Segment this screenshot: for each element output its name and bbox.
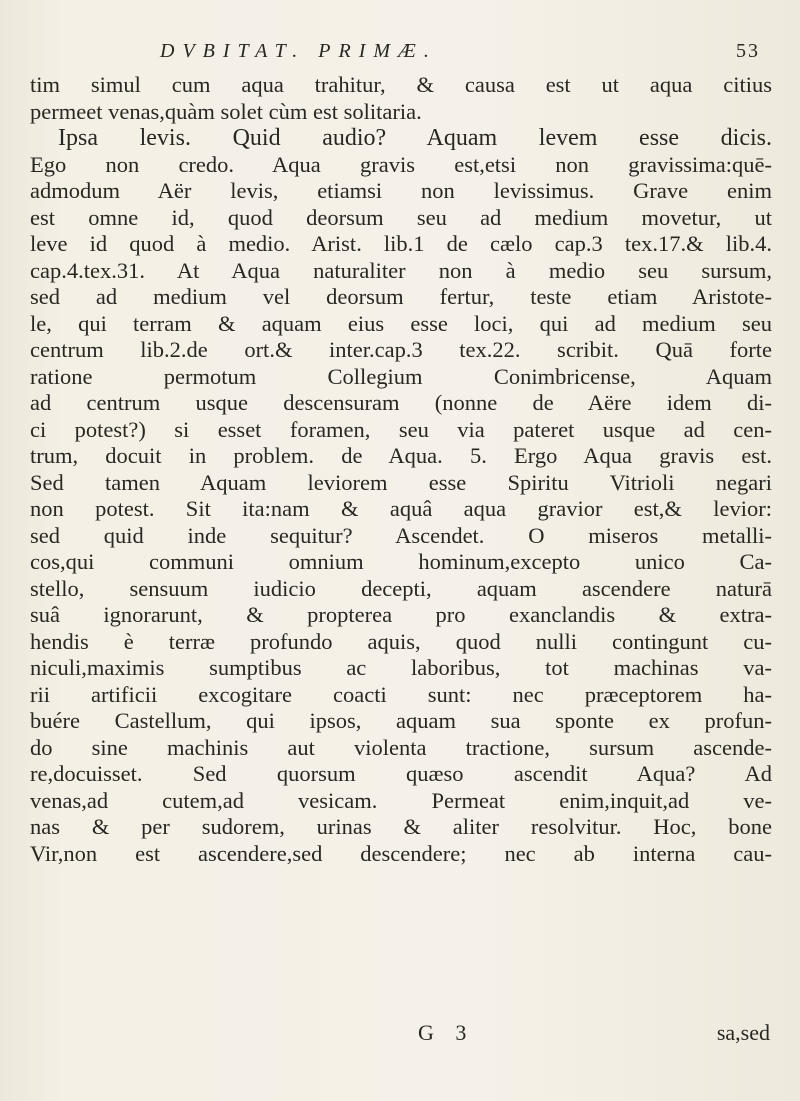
text-line: stello, sensuum iudicio decepti, aquam ascendere naturā: [30, 575, 772, 601]
text-line: rii artificii excogitare coacti sunt: nec præceptorem ha-: [30, 681, 772, 707]
text-line: sed ad medium vel deorsum fertur, teste etiam Aristote-: [30, 284, 772, 309]
text-line: Sed tamen Aquam leviorem esse Spiritu Vitrioli negari: [30, 469, 772, 495]
text-line: ci potest?) si esset foramen, seu via pateret usque ad cen-: [30, 416, 772, 442]
text-line: sed quid inde sequitur? Ascendet. O miseros metalli-: [30, 522, 772, 548]
text-line: trum, docuit in problem. de Aqua. 5. Ergo Aqua gravis est.: [30, 443, 772, 468]
text-line: est omne id, quod deorsum seu ad medium movetur, ut: [30, 204, 772, 230]
text-line: venas,ad cutem,ad vesicam. Permeat enim,inquit,ad ve-: [30, 787, 772, 813]
text-body: [30, 72, 772, 867]
page-number: 53: [736, 40, 760, 62]
text-line: permeet venas,quàm solet cùm est solitaria.: [30, 98, 422, 124]
text-line: Ipsa levis. Quid audio? Aquam levem esse dicis.: [58, 125, 772, 151]
text-line: niculi,maximis sumptibus ac laboribus, tot machinas va-: [30, 655, 772, 680]
text-line: do sine machinis aut violenta tractione, sursum ascende-: [30, 734, 772, 760]
page-footer: [300, 1020, 770, 1050]
running-title: DVBITAT. PRIMÆ.: [160, 40, 437, 62]
text-line: admodum Aër levis, etiamsi non levissimus. Grave enim: [30, 178, 772, 203]
text-line: centrum lib.2.de ort.& inter.cap.3 tex.22. scribit. Quā forte: [30, 337, 772, 362]
text-line: ad centrum usque descensuram (nonne de Aëre idem di-: [30, 390, 772, 415]
text-line: suâ ignorarunt, & propterea pro exanclandis & extra-: [30, 602, 772, 627]
text-line: cos,qui communi omnium hominum,excepto unico Ca-: [30, 549, 772, 574]
signature-mark: G 3: [418, 1020, 475, 1045]
text-line: Ego non credo. Aqua gravis est,etsi non gravissima:quē-: [30, 151, 772, 177]
text-line: tim simul cum aqua trahitur, & causa est ut aqua citius: [30, 72, 772, 97]
text-line: hendis è terræ profundo aquis, quod nulli contingunt cu-: [30, 628, 772, 654]
text-line: ratione permotum Collegium Conimbricense, Aquam: [30, 363, 772, 389]
text-line: buére Castellum, qui ipsos, aquam sua sponte ex profun-: [30, 708, 772, 733]
text-line: leve id quod à medio. Arist. lib.1 de cælo cap.3 tex.17.& lib.4.: [30, 231, 772, 256]
catchword: sa,sed: [716, 1020, 770, 1045]
text-line: non potest. Sit ita:nam & aquâ aqua gravior est,& levior:: [30, 496, 772, 521]
text-line: Vir,non est ascendere,sed descendere; nec ab interna cau-: [30, 840, 772, 866]
text-line: nas & per sudorem, urinas & aliter resolvitur. Hoc, bone: [30, 814, 772, 839]
running-header: [160, 38, 760, 72]
text-line: cap.4.tex.31. At Aqua naturaliter non à medio seu sursum,: [30, 257, 772, 283]
text-line: le, qui terram & aquam eius esse loci, qui ad medium seu: [30, 310, 772, 336]
text-line: re,docuisset. Sed quorsum quæso ascendit Aqua? Ad: [30, 761, 772, 786]
